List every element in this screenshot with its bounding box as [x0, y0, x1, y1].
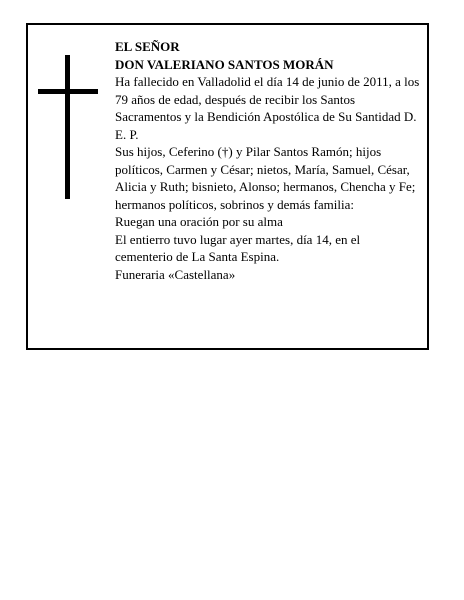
burial-info: El entierro tuvo lugar ayer martes, día 14, en el cementerio de La Santa Espina. — [115, 231, 361, 264]
notice-heading-title: EL SEÑOR — [115, 39, 180, 54]
notice-text — [115, 38, 421, 283]
family-list: Sus hijos, Ceferino (†) y Pilar Santos Ramón; hijos políticos, Carmen y César; nietos, María, Samuel, César, Alicia y Ruth; bisnieto, Alonso; hermanos, Chencha y Fe; hermanos políticos, sobrinos y demás familia: — [115, 144, 416, 212]
deceased-name: DON VALERIANO SANTOS MORÁN — [115, 56, 334, 72]
prayer-request: Ruegan una oración por su alma — [115, 214, 283, 229]
death-announcement: Ha fallecido en Valladolid el día 14 de junio de 2011, a los 79 años de edad, después de recibir los Santos Sacramentos y la Bendición Apostólica de Su Santidad D. E. P. — [115, 74, 420, 142]
funeral-home: Funeraria «Castellana» — [115, 266, 236, 282]
cross-icon — [38, 55, 98, 199]
obituary-notice — [26, 23, 429, 350]
